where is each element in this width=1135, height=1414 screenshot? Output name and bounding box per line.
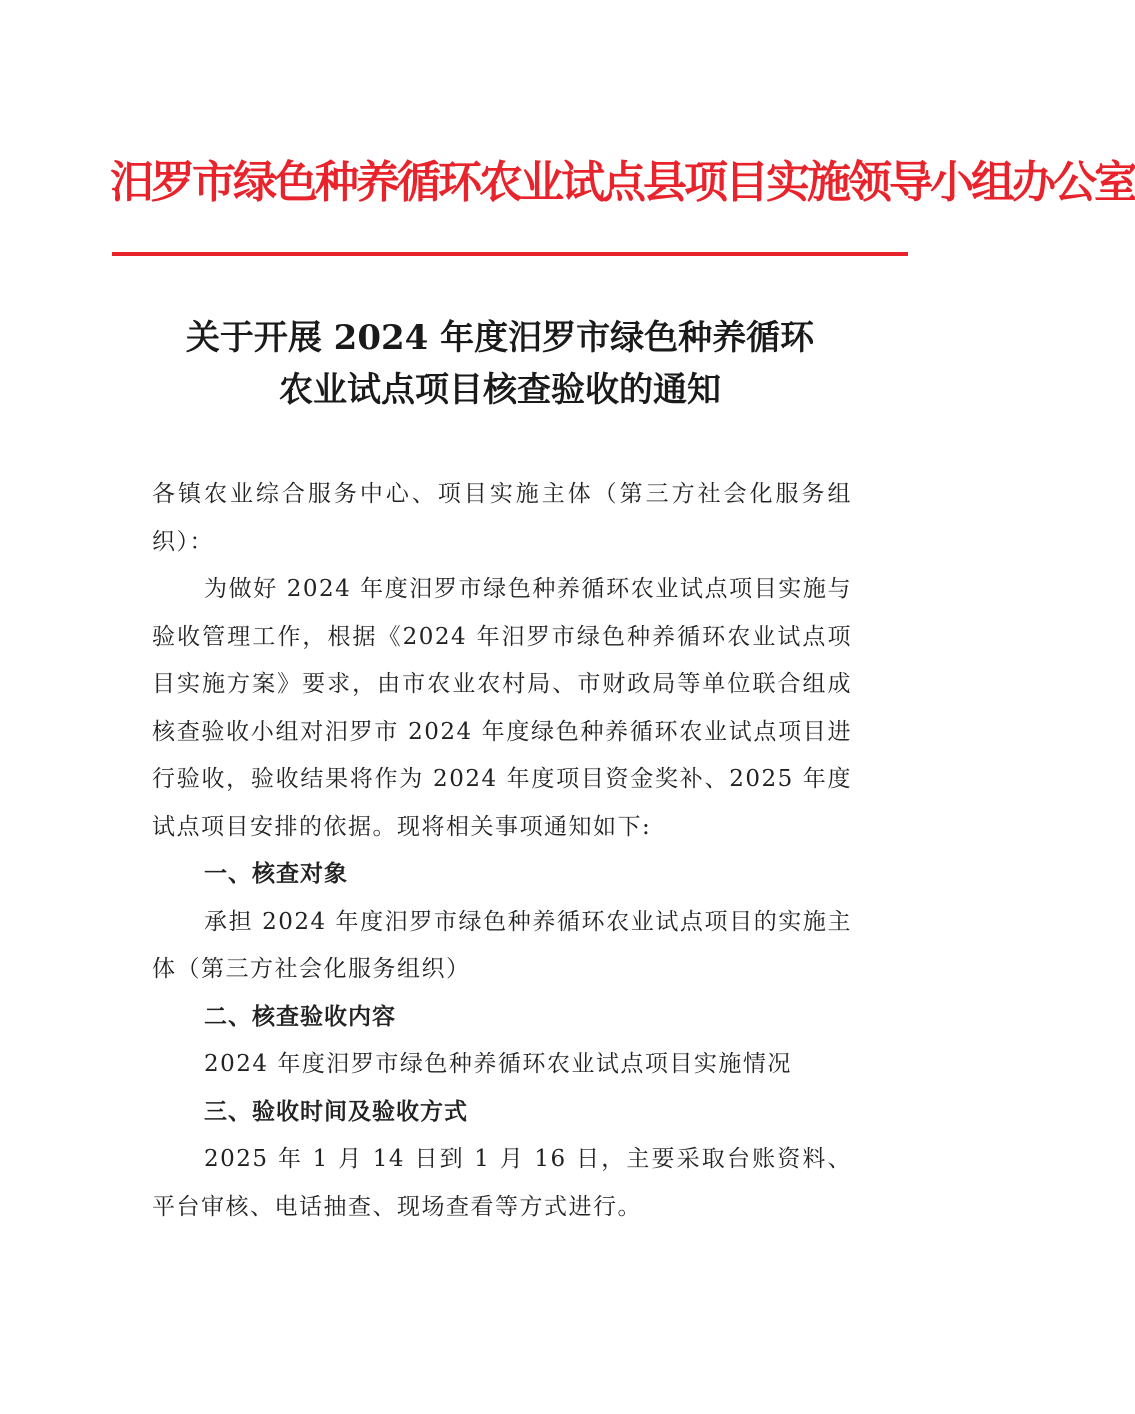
document-title [110,312,890,416]
intro-paragraph: 为做好 2024 年度汨罗市绿色种养循环农业试点项目实施与验收管理工作，根据《2024 年汨罗市绿色种养循环农业试点项目实施方案》要求，由市农业农村局、市财政局等单位联合组成核查验收小组对汨罗市 2024 年度绿色种养循环农业试点项目进行验收，验收结果将作为 2024 年度项目资金奖补、2025 年度试点项目安排的依据。现将相关事项通知如下: [152,576,852,840]
red-divider-line [112,252,908,256]
section-heading-1: 一、核查对象 [204,861,348,887]
title-line-1: 关于开展 2024 年度汨罗市绿色种养循环 [185,318,815,358]
title-line-2: 农业试点项目核查验收的通知 [279,370,721,410]
section-text-3: 2025 年 1 月 14 日到 1 月 16 日，主要采取台账资料、平台审核、电话抽查、现场查看等方式进行。 [152,1146,852,1220]
issuing-office-header: 汨罗市绿色种养循环农业试点县项目实施领导小组办公室 [110,157,1135,208]
salutation: 各镇农业综合服务中心、项目实施主体（第三方社会化服务组织）： [152,481,852,555]
document-body [152,471,852,1231]
section-heading-3: 三、验收时间及验收方式 [204,1098,468,1125]
section-heading-2: 二、核查验收内容 [204,1003,396,1030]
section-text-2: 2024 年度汨罗市绿色种养循环农业试点项目实施情况 [204,1051,792,1077]
section-text-1: 承担 2024 年度汨罗市绿色种养循环农业试点项目的实施主体（第三方社会化服务组织） [152,908,852,982]
